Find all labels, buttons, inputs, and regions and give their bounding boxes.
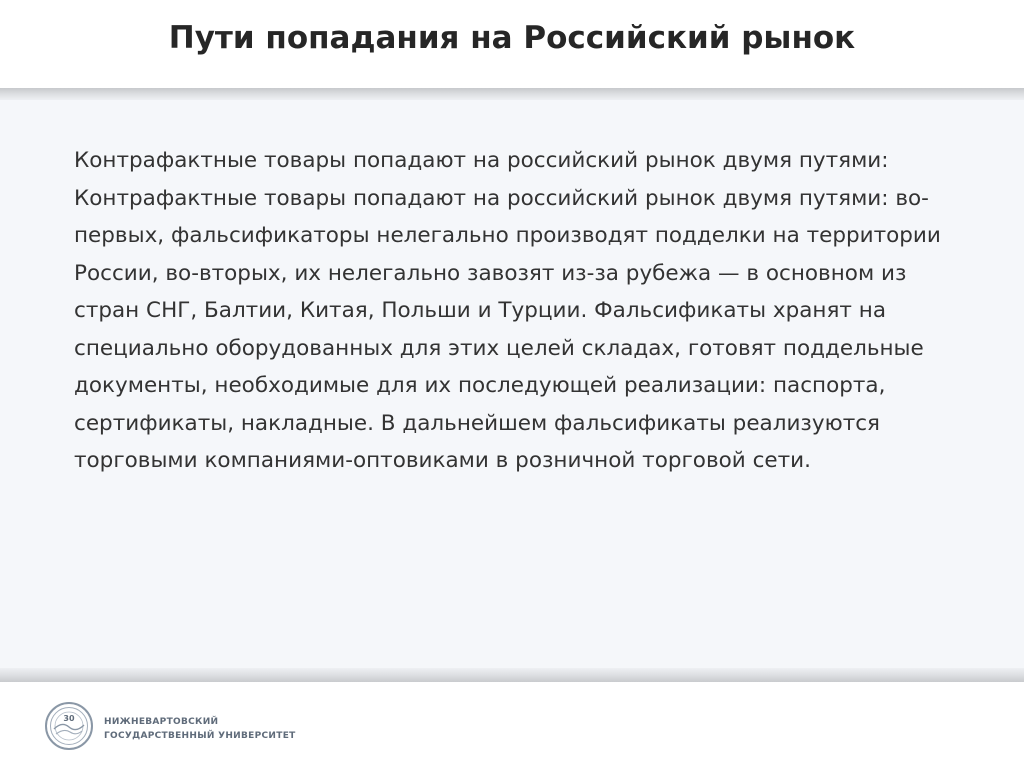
university-name-line-2: ГОСУДАРСТВЕННЫЙ УНИВЕРСИТЕТ — [104, 731, 296, 741]
university-name — [104, 715, 296, 743]
bottom-divider-band — [0, 668, 1024, 682]
university-emblem-icon — [44, 701, 94, 751]
top-divider-band — [0, 88, 1024, 100]
university-name-line-1: НИЖНЕВАРТОВСКИЙ — [104, 717, 219, 727]
emblem-number: 30 — [63, 714, 75, 723]
body-text: Контрафактные товары попадают на российский рынок двумя путями: Контрафактные товары попадают на российский рынок двумя путями: во-первых, фальсификаторы нелегально производят подделки на территории России, во-вторых, их нелегально завозят из-за рубежа — в основном из стран СНГ, Балтии, Китая, Польши и Турции. Фальсификаты хранят на специально оборудованных для этих целей складах, готовят поддельные документы, необходимые для их последующей реализации: паспорта, сертификаты, накладные. В дальнейшем фальсификаты реализуются торговыми компаниями-оптовиками в розничной торговой сети. — [74, 148, 941, 473]
title-area — [0, 0, 1024, 88]
slide-title: Пути попадания на Российский рынок — [168, 20, 856, 56]
